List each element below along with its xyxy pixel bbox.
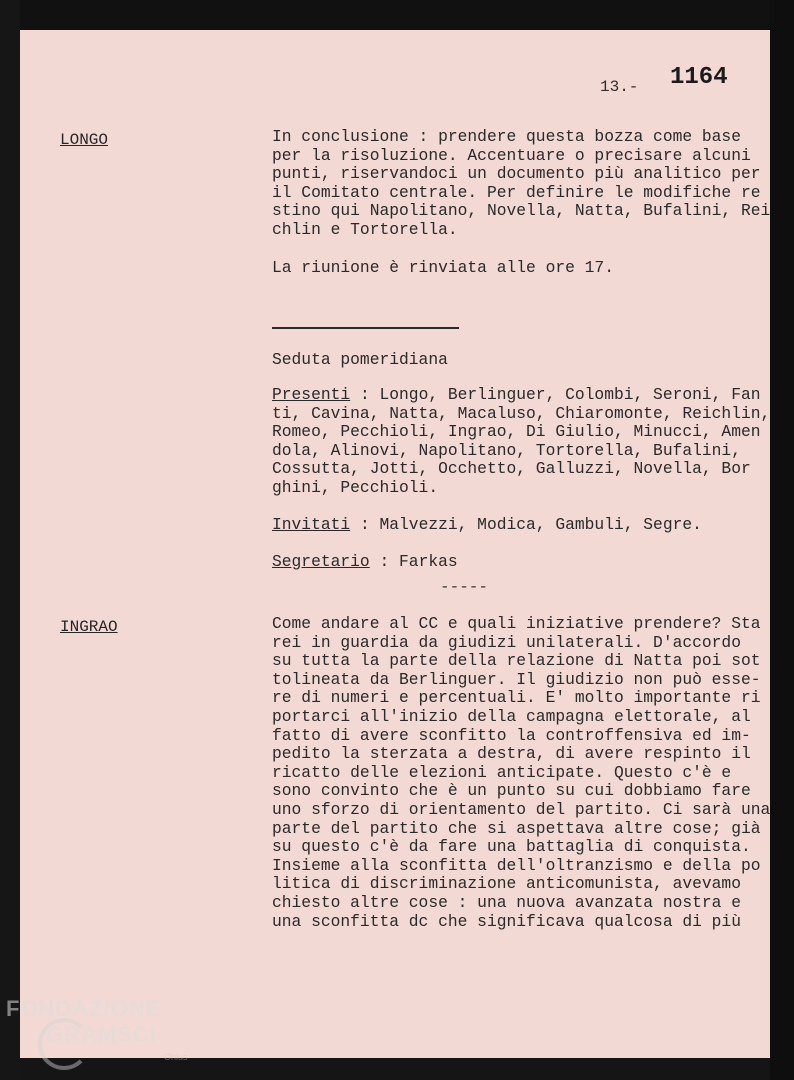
section-number: 13.- bbox=[600, 78, 639, 96]
invitati-text: : Malvezzi, Modica, Gambuli, Segre. bbox=[350, 515, 702, 534]
segretario-line bbox=[272, 552, 458, 571]
longo-paragraph bbox=[272, 127, 771, 240]
text-line: punti, riservandoci un documento più analitico per bbox=[272, 164, 761, 184]
scan-border-right bbox=[770, 0, 794, 1080]
text-line: chiesto altre cose : una nuova avanzata nostra e bbox=[272, 892, 741, 912]
text-line: Cossutta, Jotti, Occhetto, Galluzzi, Novella, Bor bbox=[272, 459, 751, 479]
section-divider bbox=[272, 327, 459, 329]
text-line: dola, Alinovi, Napolitano, Tortorella, Bufalini, bbox=[272, 440, 741, 460]
page-number: 1164 bbox=[670, 64, 728, 91]
text-line: parte del partito che si aspettava altre cose; già bbox=[272, 818, 761, 838]
text-line: su tutta la parte della relazione di Natta poi sot bbox=[272, 651, 761, 671]
text-line: una sconfitta dc che significava qualcosa di più bbox=[272, 911, 741, 931]
speaker-ingrao bbox=[60, 618, 118, 636]
text-line: In conclusione : prendere questa bozza come base bbox=[272, 127, 741, 146]
session-title: Seduta pomeridiana bbox=[272, 350, 448, 369]
adjourn-line: La riunione è rinviata alle ore 17. bbox=[272, 258, 614, 277]
segretario-text: : Farkas bbox=[369, 552, 458, 571]
text-line: ricatto delle elezioni anticipate. Questo c'è e bbox=[272, 762, 732, 782]
text-line: Romeo, Pecchioli, Ingrao, Di Giulio, Minucci, Amen bbox=[272, 422, 761, 442]
text-line: : Longo, Berlinguer, Colombi, Seroni, Fan bbox=[350, 385, 761, 404]
text-line: sono convinto che è un punto su cui dobbiamo fare bbox=[272, 781, 751, 801]
watermark-line2: GRAMSCI bbox=[46, 1022, 157, 1047]
watermark-line1: FONDAZIONE bbox=[6, 996, 162, 1021]
segretario-label: Segretario bbox=[272, 552, 370, 571]
text-line: uno sforzo di orientamento del partito. Ci sarà una bbox=[272, 799, 771, 819]
text-line: stino qui Napolitano, Novella, Natta, Bufalini, Rei bbox=[272, 201, 771, 221]
presenti-block bbox=[272, 385, 771, 498]
text-line: per la risoluzione. Accentuare o precisare alcuni bbox=[272, 145, 751, 165]
text-line: il Comitato centrale. Per definire le modifiche re bbox=[272, 182, 761, 202]
text-line: Come andare al CC e quali iniziative prendere? Sta bbox=[272, 614, 761, 633]
presenti-first-line bbox=[272, 385, 761, 405]
text-line: portarci all'inizio della campagna elettorale, al bbox=[272, 706, 751, 726]
text-line: litica di discriminazione anticomunista, avevamo bbox=[272, 874, 741, 894]
ingrao-paragraph bbox=[272, 614, 771, 931]
speaker-name: INGRAO bbox=[60, 618, 118, 636]
speaker-name: LONGO bbox=[60, 131, 109, 149]
text-line: chlin e Tortorella. bbox=[272, 219, 458, 239]
text-line: tolineata da Berlinguer. Il giudizio non può esse- bbox=[272, 669, 761, 689]
text-line: ti, Cavina, Natta, Macaluso, Chiaromonte, Reichlin, bbox=[272, 403, 771, 423]
invitati-line bbox=[272, 515, 702, 534]
text-line: rei in guardia da giudizi unilaterali. D'accordo bbox=[272, 632, 741, 652]
invitati-label: Invitati bbox=[272, 515, 351, 534]
text-line: re di numeri e percentuali. E' molto importante ri bbox=[272, 688, 761, 708]
watermark bbox=[6, 996, 161, 1048]
separator-dashes: ----- bbox=[440, 578, 489, 596]
presenti-label: Presenti bbox=[272, 385, 351, 404]
text-line: Insieme alla sconfitta dell'oltranzismo e della po bbox=[272, 855, 761, 875]
text-line: su questo c'è da fare una battaglia di conquista. bbox=[272, 837, 751, 857]
scan-border-left bbox=[0, 0, 20, 1080]
watermark-sub: Onlus bbox=[164, 1052, 188, 1062]
text-line: fatto di avere sconfitto la controffensiva ed im- bbox=[272, 725, 751, 745]
text-line: ghini, Pecchioli. bbox=[272, 477, 439, 497]
speaker-longo bbox=[60, 131, 108, 149]
text-line: pedito la sterzata a destra, di avere respinto il bbox=[272, 744, 751, 764]
scan-border-top bbox=[0, 0, 794, 30]
